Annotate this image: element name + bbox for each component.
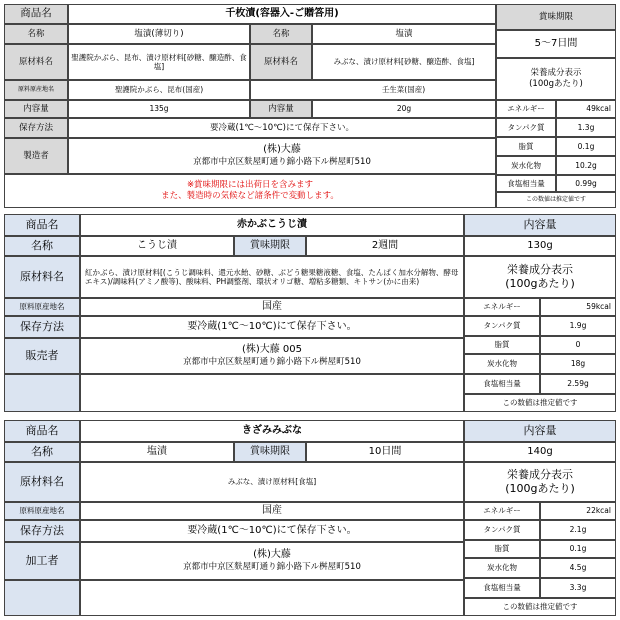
- origin: 国産: [80, 502, 464, 520]
- nutrition-value: 59kcal: [540, 298, 616, 316]
- name-label: 名称: [4, 442, 80, 462]
- right-name-label: 名称: [250, 24, 312, 44]
- right-ingredients: みぶな、漬け原材料[砂糖、醸造酢、食塩]: [312, 44, 496, 80]
- ingredients-label: 原材料名: [4, 462, 80, 502]
- origin-label: 原料原産地名: [4, 80, 68, 100]
- processor-block: [80, 542, 464, 580]
- nutrition-label: 炭水化物: [464, 354, 540, 374]
- origin: 聖護院かぶら、昆布(国産): [68, 80, 250, 100]
- nutrition-title: 栄養成分表示: [507, 468, 573, 482]
- content-header: 内容量: [464, 214, 616, 236]
- nutrition-value: 2.1g: [540, 520, 616, 540]
- right-ingredients-label: 原材料名: [250, 44, 312, 80]
- right-name-value: 塩漬: [312, 24, 496, 44]
- product-name: 赤かぶこうじ漬: [80, 214, 464, 236]
- blank-label-cell: [4, 374, 80, 412]
- nutrition-header: [464, 462, 616, 502]
- origin: 国産: [80, 298, 464, 316]
- storage-label: 保存方法: [4, 520, 80, 542]
- nutrition-value: 0: [540, 336, 616, 354]
- expiry-value: 2週間: [306, 236, 464, 256]
- maker-block: [68, 138, 496, 174]
- storage: 要冷蔵(1℃～10℃)にて保存下さい。: [80, 316, 464, 338]
- nutrition-basis: (100gあたり): [505, 482, 575, 495]
- nutrition-label: 食塩相当量: [496, 175, 556, 192]
- nutrition-value: 4.5g: [540, 558, 616, 578]
- nutrition-value: 18g: [540, 354, 616, 374]
- nutrition-label: 炭水化物: [496, 156, 556, 175]
- name-value: 塩漬: [80, 442, 234, 462]
- expiry-notice: [4, 174, 496, 208]
- nutrition-header: [464, 256, 616, 298]
- ingredients: 聖護院かぶら、昆布、漬け原材料[砂糖、醸造酢、食塩]: [68, 44, 250, 80]
- nutrition-label: 脂質: [464, 540, 540, 558]
- name-value: こうじ漬: [80, 236, 234, 256]
- ingredients: みぶな、漬け原材料[食塩]: [80, 462, 464, 502]
- origin-label: 原料原産地名: [4, 502, 80, 520]
- right-content: 20g: [312, 100, 496, 118]
- storage: 要冷蔵(1℃～10℃)にて保存下さい。: [80, 520, 464, 542]
- processor-address: 京都市中京区麩屋町通り錦小路下ル桝屋町510: [183, 561, 361, 572]
- product-name-label: 商品名: [4, 214, 80, 236]
- nutrition-title: 栄養成分表示: [507, 263, 573, 277]
- content-label: 内容量: [4, 100, 68, 118]
- notice-line-1: ※賞味期限には出荷日を含みます: [186, 180, 314, 191]
- nutrition-label: タンパク質: [464, 316, 540, 336]
- nutrition-label: エネルギー: [464, 502, 540, 520]
- expiry-label: 賞味期限: [234, 236, 306, 256]
- seller-name: (株)大藤 005: [241, 344, 303, 356]
- right-content-label: 内容量: [250, 100, 312, 118]
- nutrition-value: 0.1g: [540, 540, 616, 558]
- processor-label: 加工者: [4, 542, 80, 580]
- content: 140g: [464, 442, 616, 462]
- blank-cell: [80, 374, 464, 412]
- name-label: 名称: [4, 236, 80, 256]
- nutrition-value: 2.59g: [540, 374, 616, 394]
- estimate-note: この数値は推定値です: [496, 192, 616, 208]
- ingredients-label: 原材料名: [4, 44, 68, 80]
- expiry-value: 10日間: [306, 442, 464, 462]
- expiry-value: 5～7日間: [496, 30, 616, 58]
- maker-label: 製造者: [4, 138, 68, 174]
- expiry-label: 賞味期限: [496, 4, 616, 30]
- storage-label: 保存方法: [4, 316, 80, 338]
- nutrition-label: 食塩相当量: [464, 578, 540, 598]
- nutrition-label: タンパク質: [496, 118, 556, 137]
- ingredients-label: 原材料名: [4, 256, 80, 298]
- product-name-label: 商品名: [4, 4, 68, 24]
- content: 130g: [464, 236, 616, 256]
- expiry-label: 賞味期限: [234, 442, 306, 462]
- right-origin-spacer: [250, 80, 312, 100]
- seller-address: 京都市中京区麩屋町通り錦小路下ル桝屋町510: [183, 356, 361, 367]
- nutrition-value: 1.9g: [540, 316, 616, 336]
- seller-block: [80, 338, 464, 374]
- nutrition-value: 22kcal: [540, 502, 616, 520]
- nutrition-header: [496, 58, 616, 100]
- product-name: 千枚漬(容器入-ご贈答用): [68, 4, 496, 24]
- name-label: 名称: [4, 24, 68, 44]
- nutrition-label: エネルギー: [464, 298, 540, 316]
- right-origin: 壬生菜(国産): [312, 80, 496, 100]
- storage-label: 保存方法: [4, 118, 68, 138]
- nutrition-label: 脂質: [464, 336, 540, 354]
- origin-label: 原料原産地名: [4, 298, 80, 316]
- nutrition-value: 49kcal: [556, 100, 616, 118]
- nutrition-label: 脂質: [496, 137, 556, 156]
- nutrition-value: 1.3g: [556, 118, 616, 137]
- nutrition-label: 食塩相当量: [464, 374, 540, 394]
- maker-name: (株)大藤: [263, 144, 301, 156]
- nutrition-basis: (100gあたり): [529, 79, 583, 89]
- estimate-note: この数値は推定値です: [464, 394, 616, 412]
- nutrition-title: 栄養成分表示: [530, 68, 582, 79]
- name-value: 塩漬(薄切り): [68, 24, 250, 44]
- nutrition-value: 0.1g: [556, 137, 616, 156]
- product-name-label: 商品名: [4, 420, 80, 442]
- product-name: きざみみぶな: [80, 420, 464, 442]
- notice-line-2: また、製造時の気候など諸条件で変動します。: [161, 191, 339, 201]
- nutrition-value: 0.99g: [556, 175, 616, 192]
- estimate-note: この数値は推定値です: [464, 598, 616, 616]
- nutrition-basis: (100gあたり): [505, 277, 575, 290]
- nutrition-value: 3.3g: [540, 578, 616, 598]
- nutrition-label: タンパク質: [464, 520, 540, 540]
- nutrition-label: 炭水化物: [464, 558, 540, 578]
- nutrition-label: エネルギー: [496, 100, 556, 118]
- storage: 要冷蔵(1℃～10℃)にて保存下さい。: [68, 118, 496, 138]
- processor-name: (株)大藤: [253, 549, 291, 561]
- maker-address: 京都市中京区麩屋町通り錦小路下ル桝屋町510: [193, 156, 371, 167]
- ingredients: 紅かぶら、漬け原材料[(こうじ調味料、還元水飴、砂糖、ぶどう糖果糖液糖、食塩、たんぱく加水分解物、酵母エキス)/調味料(アミノ酸等)、酸味料、PH調整剤、環状オリゴ糖、増粘多糖類、キトサン(かに由来): [80, 256, 464, 298]
- blank-label-cell: [4, 580, 80, 616]
- content-header: 内容量: [464, 420, 616, 442]
- blank-cell: [80, 580, 464, 616]
- content: 135g: [68, 100, 250, 118]
- nutrition-value: 10.2g: [556, 156, 616, 175]
- seller-label: 販売者: [4, 338, 80, 374]
